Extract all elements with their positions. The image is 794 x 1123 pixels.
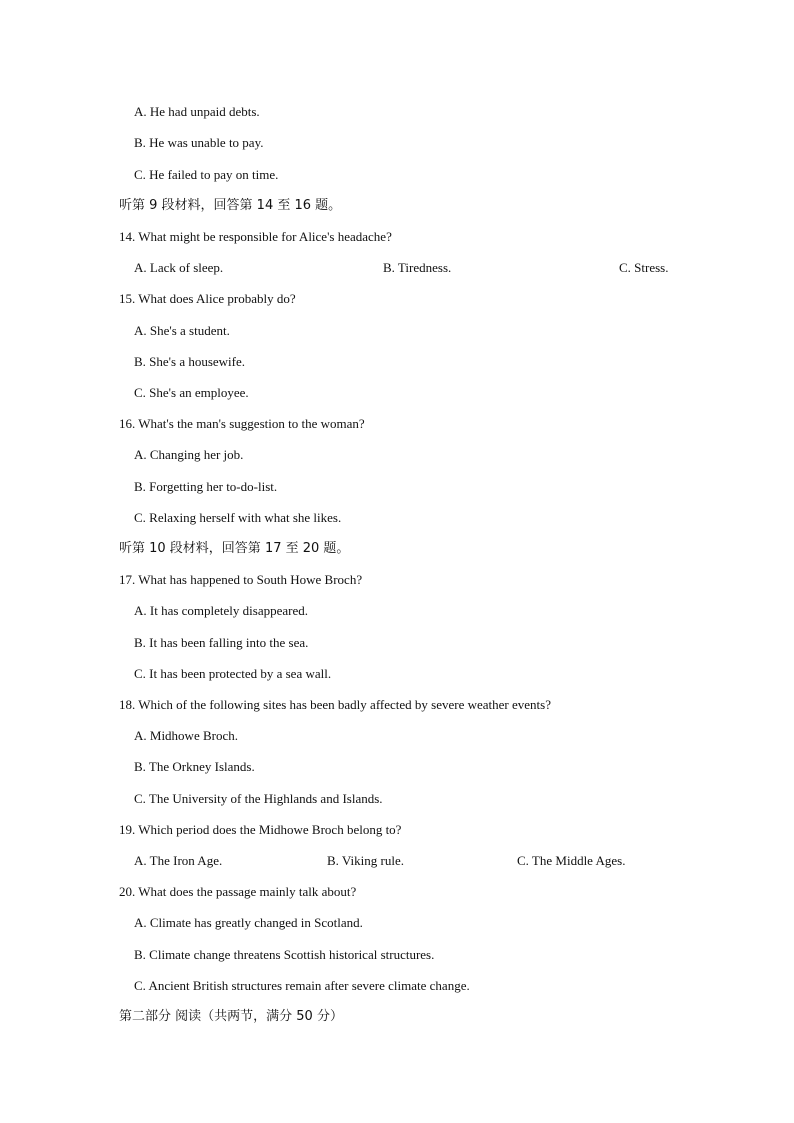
q20-option-b: B. Climate change threatens Scottish historical structures. [134, 947, 435, 962]
q19-question: 19. Which period does the Midhowe Broch belong to? [119, 822, 402, 837]
q15-option-a: A. She's a student. [134, 323, 230, 338]
q20-option-a: A. Climate has greatly changed in Scotland. [134, 915, 363, 930]
q19-option-c: C. The Middle Ages. [517, 853, 626, 868]
q15-option-b: B. She's a housewife. [134, 354, 246, 369]
part-2-heading: 第二部分 阅读（共两节，满分 50 分） [119, 1009, 343, 1024]
q18-option-a: A. Midhowe Broch. [134, 728, 238, 743]
q17-option-a: A. It has completely disappeared. [134, 603, 308, 618]
section-10-instruction: 听第 10 段材料，回答第 17 至 20 题。 [119, 541, 350, 556]
q14-option-c: C. Stress. [619, 260, 669, 275]
q17-option-c: C. It has been protected by a sea wall. [134, 666, 332, 681]
q15-question: 15. What does Alice probably do? [119, 291, 296, 306]
q19-option-b: B. Viking rule. [327, 853, 404, 868]
q14-option-b: B. Tiredness. [383, 260, 452, 275]
q15-option-c: C. She's an employee. [134, 385, 249, 400]
q13-option-a: A. He had unpaid debts. [134, 104, 260, 119]
q14-option-a: A. Lack of sleep. [134, 260, 224, 275]
q20-question: 20. What does the passage mainly talk about? [119, 884, 357, 899]
q16-option-c: C. Relaxing herself with what she likes. [134, 510, 342, 525]
q18-question: 18. Which of the following sites has been badly affected by severe weather events? [119, 697, 551, 712]
section-9-instruction: 听第 9 段材料，回答第 14 至 16 题。 [119, 198, 342, 213]
q13-option-b: B. He was unable to pay. [134, 135, 264, 150]
q17-question: 17. What has happened to South Howe Broch? [119, 572, 363, 587]
q16-option-a: A. Changing her job. [134, 447, 244, 462]
q20-option-c: C. Ancient British structures remain after severe climate change. [134, 978, 470, 993]
q19-option-a: A. The Iron Age. [134, 853, 223, 868]
q16-question: 16. What's the man's suggestion to the woman? [119, 416, 365, 431]
q18-option-b: B. The Orkney Islands. [134, 759, 255, 774]
q13-option-c: C. He failed to pay on time. [134, 167, 279, 182]
q17-option-b: B. It has been falling into the sea. [134, 635, 309, 650]
q18-option-c: C. The University of the Highlands and Islands. [134, 791, 383, 806]
q16-option-b: B. Forgetting her to-do-list. [134, 479, 278, 494]
q14-question: 14. What might be responsible for Alice's headache? [119, 229, 392, 244]
